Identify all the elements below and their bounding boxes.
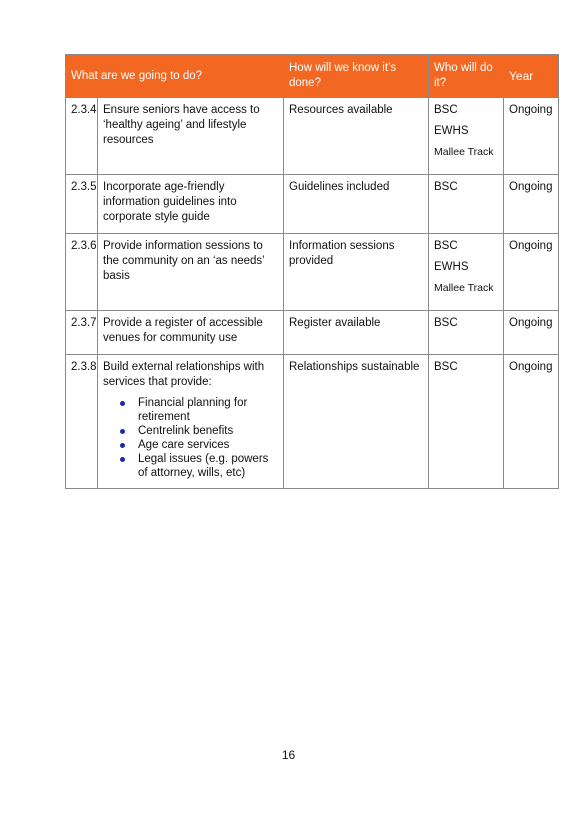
action-plan-table (65, 54, 559, 489)
who-item: Mallee Track (434, 282, 494, 294)
table-row (66, 311, 559, 355)
row-number: 2.3.4 (66, 98, 98, 175)
header-year: Year (504, 55, 559, 98)
row-action: Provide a register of accessible venues for community use (98, 311, 284, 355)
who-item: Mallee Track (434, 146, 494, 158)
who-item: BSC (434, 317, 458, 329)
row-number: 2.3.8 (66, 355, 98, 489)
header-measure: How will we know it’s done? (284, 55, 429, 98)
who-item: BSC (434, 181, 458, 193)
header-who: Who will do it? (429, 55, 504, 98)
row-number: 2.3.7 (66, 311, 98, 355)
bullet-icon (120, 457, 125, 462)
table-row (66, 175, 559, 234)
list-item (120, 438, 279, 452)
page-number: 16 (281, 748, 296, 762)
row-who (429, 98, 504, 175)
bullet-icon (120, 443, 125, 448)
table-row (66, 98, 559, 175)
services-list (103, 396, 279, 480)
row-measure: Relationships sustainable (284, 355, 429, 489)
row-action (98, 355, 284, 489)
row-action: Provide information sessions to the community on an ‘as needs’ basis (98, 234, 284, 311)
who-item: BSC (434, 104, 458, 116)
row-year: Ongoing (504, 234, 559, 311)
table-row (66, 234, 559, 311)
bullet-icon (120, 401, 125, 406)
row-who (429, 175, 504, 234)
list-item (120, 396, 279, 424)
who-item: EWHS (434, 261, 469, 273)
row-action-text: Build external relationships with services that provide: (103, 361, 265, 388)
row-action: Incorporate age-friendly information guidelines into corporate style guide (98, 175, 284, 234)
row-measure: Information sessions provided (284, 234, 429, 311)
row-measure: Register available (284, 311, 429, 355)
header-action: What are we going to do? (66, 55, 284, 98)
row-measure: Resources available (284, 98, 429, 175)
who-item: BSC (434, 240, 458, 252)
row-measure: Guidelines included (284, 175, 429, 234)
table-header-row (66, 55, 559, 98)
who-item: EWHS (434, 125, 469, 137)
row-year: Ongoing (504, 311, 559, 355)
row-year: Ongoing (504, 355, 559, 489)
list-item-text: Financial planning for retirement (138, 397, 248, 423)
row-year: Ongoing (504, 98, 559, 175)
list-item (120, 452, 279, 480)
list-item (120, 424, 279, 438)
row-year: Ongoing (504, 175, 559, 234)
table-row (66, 355, 559, 489)
who-item: BSC (434, 361, 458, 373)
bullet-icon (120, 429, 125, 434)
list-item-text: Age care services (138, 439, 230, 451)
row-number: 2.3.6 (66, 234, 98, 311)
row-who (429, 234, 504, 311)
row-action: Ensure seniors have access to ‘healthy ageing’ and lifestyle resources (98, 98, 284, 175)
list-item-text: Legal issues (e.g. powers of attorney, wills, etc) (138, 453, 269, 479)
row-number: 2.3.5 (66, 175, 98, 234)
list-item-text: Centrelink benefits (138, 425, 234, 437)
row-who (429, 355, 504, 489)
row-who (429, 311, 504, 355)
